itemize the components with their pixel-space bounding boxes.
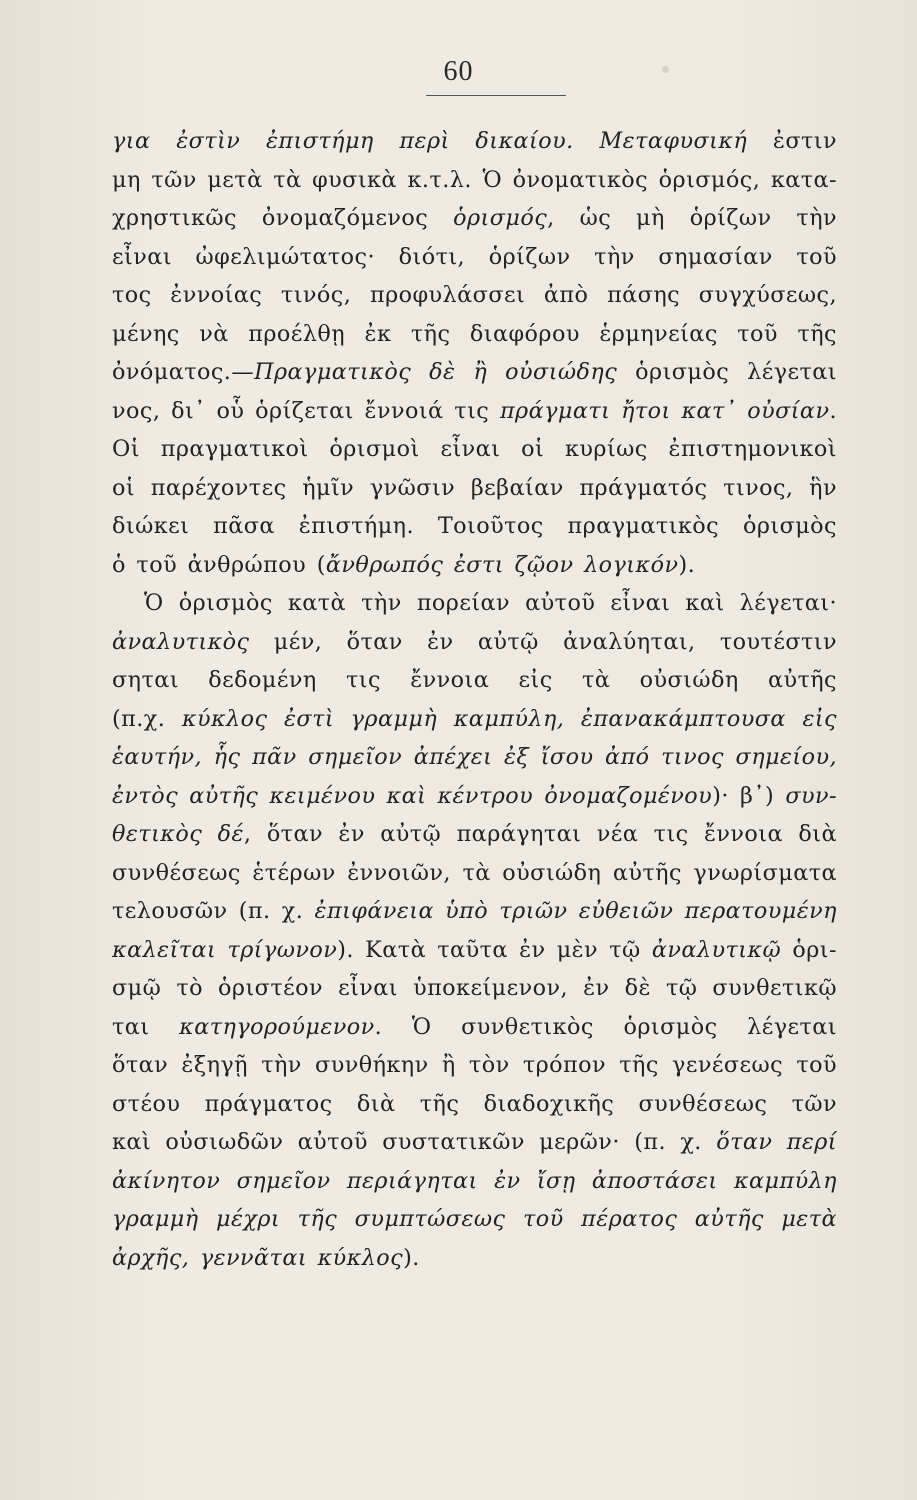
text-line [112,1046,837,1085]
text-line [112,546,837,585]
text-line [112,1085,837,1124]
page-number: 60 [443,56,474,87]
text-segment: ἐστιν [772,128,837,154]
text-line [112,892,837,931]
text-segment: σμῷ τὸ ὁριστέον εἶναι ὑποκείμενον, ἐν δὲ τῷ συνθετικῷ [112,975,837,1001]
text-line [112,1008,837,1047]
text-segment: εἶναι ὠφελιμώτατος· διότι, ὁρίζων τὴν σημασίαν τοῦ [112,243,837,270]
text-line [112,199,837,238]
body-text [112,122,837,1277]
text-segment: ). [403,1244,420,1271]
text-line [112,161,837,200]
text-line [112,353,837,392]
text-segment: καὶ οὐσιωδῶν αὐτοῦ συστατικῶν μερῶν· (π. χ. [112,1129,717,1155]
italic-text-segment: για ἐστὶν ἐπιστήμη περὶ δικαίου. [112,128,574,154]
text-line [112,623,837,662]
text-segment: χρηστικῶς ὀνομαζόμενος [112,205,454,231]
italic-text-segment: κύκλος ἐστὶ γραμμὴ καμπύλη, ἐπανακάμπτουσα εἰς [181,705,837,732]
text-segment: . Ὁ συνθετικὸς ὁρισμὸς λέγεται [374,1013,837,1040]
text-segment: Ὁ ὁρισμὸς κατὰ τὴν πορείαν αὐτοῦ εἶναι καὶ λέγεται· [144,590,837,616]
italic-text-segment: ἄνθρωπός ἐστι ζῷον λογικόν [325,551,679,578]
text-segment: Οἱ πραγματικοὶ ὁρισμοὶ εἶναι οἱ κυρίως ἐπιστημονικοὶ [112,436,837,462]
text-segment: ὀνόματος.— [112,359,255,385]
text-line [112,700,837,739]
text-line [112,1162,837,1201]
text-line [112,276,837,315]
text-line [112,469,837,508]
text-line [112,507,837,546]
italic-text-segment: ἑαυτήν, ἧς πᾶν σημεῖον ἀπέχει ἐξ ἴσου ἀπό τινος σημείου, [112,744,837,770]
text-segment: (π.χ. [112,705,182,732]
text-line [112,122,837,161]
text-segment: μέν, ὅταν ἐν αὐτῷ ἀναλύηται, τουτέστιν [273,628,837,655]
text-line [112,1239,837,1278]
text-line [112,430,837,469]
text-segment: τελουσῶν (π. χ. [112,898,315,924]
text-segment: ὁρι- [781,936,837,963]
header-rule [426,95,566,96]
text-segment: σηται δεδομένη τις ἔννοια εἰς τὰ οὐσιώδη αὐτῆς [112,667,837,693]
text-segment: ὅταν ἐξηγῇ τὴν συνθήκην ἢ τὸν τρόπον τῆς γενέσεως τοῦ [112,1052,837,1078]
text-line [112,815,837,854]
text-segment: μη τῶν μετὰ τὰ φυσικὰ κ.τ.λ. Ὁ ὀνοματικὸς ὁρισμός, κατα- [112,166,837,193]
text-segment: οἱ παρέχοντες ἡμῖν γνῶσιν βεβαίαν πράγματός τινος, ἣν [112,474,837,501]
text-segment: διώκει πᾶσα ἐπιστήμη. Τοιοῦτος πραγματικὸς ὁρισμὸς [112,513,837,539]
text-segment: νος, δι᾽ οὗ ὁρίζεται ἔννοιά τις [112,397,500,424]
text-segment: ). Κατὰ ταῦτα ἐν μὲν τῷ [337,936,652,963]
italic-text-segment: ὅταν περί [716,1129,837,1155]
text-line [112,738,837,777]
text-line [112,931,837,970]
italic-text-segment: συν- [785,782,837,809]
text-segment: ὁρισμὸς λέγεται [635,359,837,385]
text-segment: ται [112,1013,180,1040]
text-segment: μένης νὰ προέλθῃ ἐκ τῆς διαφόρου ἑρμηνείας τοῦ τῆς [112,320,837,347]
text-line [112,854,837,893]
text-segment: . [829,397,837,424]
italic-text-segment: ἐπιφάνεια ὑπὸ τριῶν εὐθειῶν περατουμένη [314,898,837,924]
text-segment: , ὡς μὴ ὁρίζων τὴν [547,205,837,231]
italic-text-segment: ἀναλυτικῷ [651,936,782,963]
paper-speck [662,66,669,73]
text-segment: στέου πράγματος διὰ τῆς διαδοχικῆς συνθέσεως τῶν [112,1090,837,1117]
text-segment: ὁ τοῦ ἀνθρώπου ( [112,551,326,578]
text-segment: , ὅταν ἐν αὐτῷ παράγηται νέα τις ἔννοια διὰ [243,821,837,847]
italic-text-segment: ἐντὸς αὐτῆς κειμένου καὶ κέντρου ὀνομαζομένου [112,782,713,809]
text-line [112,777,837,816]
italic-text-segment: πράγματι ἤτοι κατ᾽ οὐσίαν [499,397,830,424]
text-line [112,1123,837,1162]
italic-text-segment: Μεταφυσική [599,128,748,154]
italic-text-segment: ἀρχῆς, γεννᾶται κύκλος [112,1244,404,1271]
text-line [112,661,837,700]
text-segment: ). [678,551,696,578]
italic-text-segment: καλεῖται τρίγωνον [112,936,338,963]
text-line [112,584,837,623]
italic-text-segment: θετικὸς δέ [112,821,244,847]
text-segment: συνθέσεως ἑτέρων ἐννοιῶν, τὰ οὐσιώδη αὐτῆς γνωρίσματα [112,859,837,886]
text-line [112,392,837,431]
text-line [112,238,837,277]
text-line [112,1200,837,1239]
text-line [112,315,837,354]
text-segment: )· β᾽) [712,782,786,809]
italic-text-segment: ἀκίνητον σημεῖον περιάγηται ἐν ἴσῃ ἀποστάσει καμπύλη [112,1167,837,1194]
italic-text-segment: κατηγορούμενον [179,1013,375,1040]
italic-text-segment: ὁρισμός [453,205,548,231]
italic-text-segment: γραμμὴ μέχρι τῆς συμπτώσεως τοῦ πέρατος αὐτῆς μετὰ [112,1206,837,1232]
italic-text-segment: Πραγματικὸς δὲ ἢ οὐσιώδης [254,359,618,385]
text-line [112,969,837,1008]
text-segment [574,128,600,154]
italic-text-segment: ἀναλυτικὸς [112,628,250,655]
text-segment: τος ἐννοίας τινός, προφυλάσσει ἀπὸ πάσης συγχύσεως, [112,282,837,308]
